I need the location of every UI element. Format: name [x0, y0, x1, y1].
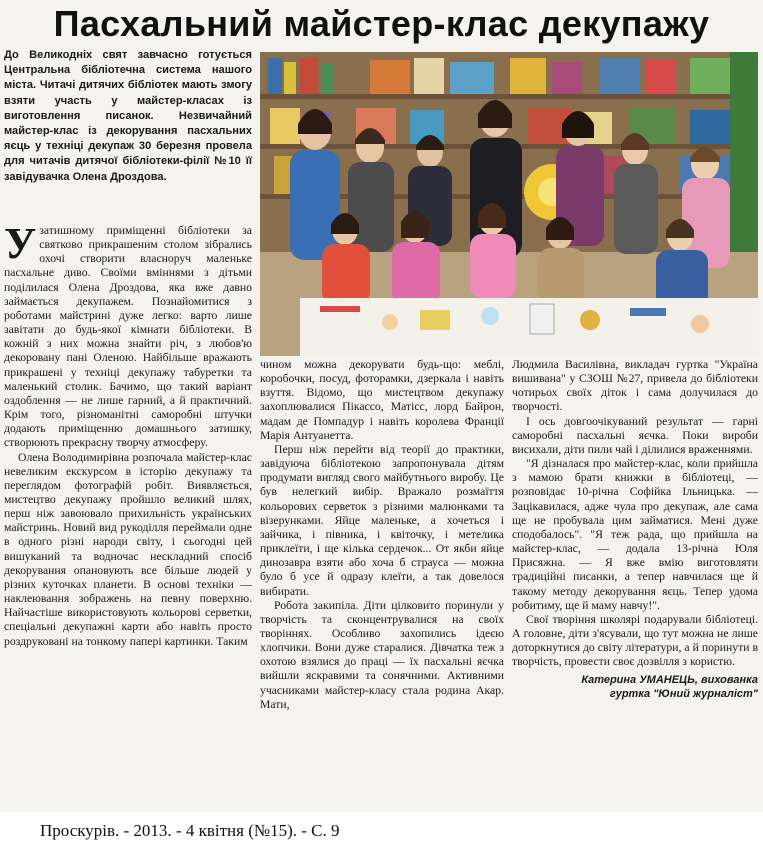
article-photo — [260, 52, 758, 356]
article-column-3 — [512, 358, 758, 701]
article-column-1 — [4, 219, 252, 649]
column-1-paragraph-2: Олена Володимирівна розпочала майстер-клас невеликим екскурсом в історію декупажу та переглядом фотографій робіт. Виявляється, мистецтво декупажу пройшло великий шлях, перш ніж завоювало прихильність українських майстринь. Новий вид рукоділля переймали одне в одного різні народи світу, і сьогодні цей вишуканий та водночас нескладний спосіб декорування опановують все більше людей у різних куточках планети. В основі техніки — наклеювання зображень на певну поверхню. Найчастіше використовують кольорові серветки, спеціальні декупажні карти або навіть просто роздруковані на тонкому папері картинки. Таким — [4, 450, 252, 648]
library-group-photo — [260, 52, 758, 356]
column-3-paragraph-3: "Я дізналася про майстер-клас, коли прийшла з мамою брати книжки в бібліотеці, — розповідає 10-річна Софійка Ільницька. — Зацікавилася, адже чула про декупаж, але сама ще не пробувала цим займатися. Мені дуже сподобалось". "Я теж рада, що прийшла на майстер-клас, — додала 13-річна Юля Присяжна. — Я вже вмію виготовляти традиційні писанки, а тепер навчилася ще й такому методу декорування яєць. Тепер удома робитиму, ще й маму навчу!". — [512, 457, 758, 612]
lead-paragraph: До Великодніх свят завчасно готується Центральна бібліотечна система нашого міста. Читачі дитячих бібліотек мають змогу взяти участь у майстер-класах із виготовлення писанок. Незвичайний майстер-клас із декорування пасхальних яєць у техніці декупаж 30 березня провела для читачів дитячої бібліотеки-філії №10 її завідувачка Олена Дроздова. — [4, 49, 252, 183]
column-2-paragraph-1: чином можна декорувати будь-що: меблі, коробочки, посуд, фоторамки, дзеркала і навіть взуття. Відомо, що мистецтвом декупажу захоплювалися Пікассо, Матісс, лорд Байрон, мадам де Помпадур і навіть королева Франції Марія Антуанетта. — [260, 358, 504, 442]
column-3-paragraph-1: Людмила Василівна, викладач гуртка "Україна вишивана" у СЗОШ №27, привела до бібліотеки чотирьох своїх діток і сама долучилася до творчості. — [512, 358, 758, 414]
drop-cap: У — [4, 219, 37, 268]
column-2-paragraph-2: Перш ніж перейти від теорії до практики, завідуюча бібліотекою запропонувала дітям продумати вигляд свого майбутнього виробу. Це був нелегкий вибір. Вражало розмаїття кольорових серветок з різними малюнками та візерунками. Яйце маленьке, а хочеться і зайчика, і півника, і квіточку, і метелика приклеїти, і ще кілька сердечок... От якби яйце динозавра взяти або хоча б страуса — можна було б усе й одразу клеїти, а так довелося вибирати. — [260, 442, 504, 598]
column-3-paragraph-2: І ось довгоочікуваний результат — гарні саморобні пасхальні яєчка. Поки вироби висихали, діти пили чай і ділилися враженнями. — [512, 414, 758, 456]
author-affiliation: гуртка "Юний журналіст" — [609, 688, 758, 701]
author-name: Катерина УМАНЕЦЬ, вихованка — [581, 674, 758, 687]
column-1-paragraph-1: Узатишному приміщенні бібліотеки за святково прикрашеним столом зібрались охочі створити власноруч маленьке пасхальне диво. Своїми вміннями з дітьми поділилася Олена Дроздова, яка вже давно займається декупажем. Познайомитися з роботами майстрині дуже легко: варто лише завітати до будь-якої кімнати бібліотеки. В кожній з них можна знайти річ, з любов'ю декоровану пані Оленою. Найбільше вражають прикрашені у техніці декупажу табуретки та маленький столик. Бачимо, що такий варіант оздоблення — не лише гарний, а й практичний. Крім того, різноманітні саморобні штучки додають приміщенню домашнього затишку, створюють прекрасну творчу атмосферу. — [4, 219, 252, 450]
column-3-paragraph-4: Свої творіння школярі подарували бібліотеці. А головне, діти з'ясували, що тут можна не лише доторкнутися до світу літератури, а й поринути в творчість, провести своє дозвілля з користю. — [512, 612, 758, 669]
article-column-2 — [260, 358, 504, 712]
source-citation: Проскурів. - 2013. - 4 квітня (№15). - С. 9 — [40, 821, 340, 840]
column-2-paragraph-3: Робота закипіла. Діти цілковито поринули у творчість та сконцентрувалися на своїх творіннях. Особливо захопились ідеєю хлопчики. Вони дуже старалися. Дівчатка теж з охотою взялися до праці — їх пасхальні яєчка вийшли яскравими та сонячними. Активними учасниками майстер-класу стала родина Акар. Мати, — [260, 598, 504, 711]
author-byline — [512, 673, 758, 701]
headline: Пасхальний майстер-клас декупажу — [53, 3, 710, 44]
